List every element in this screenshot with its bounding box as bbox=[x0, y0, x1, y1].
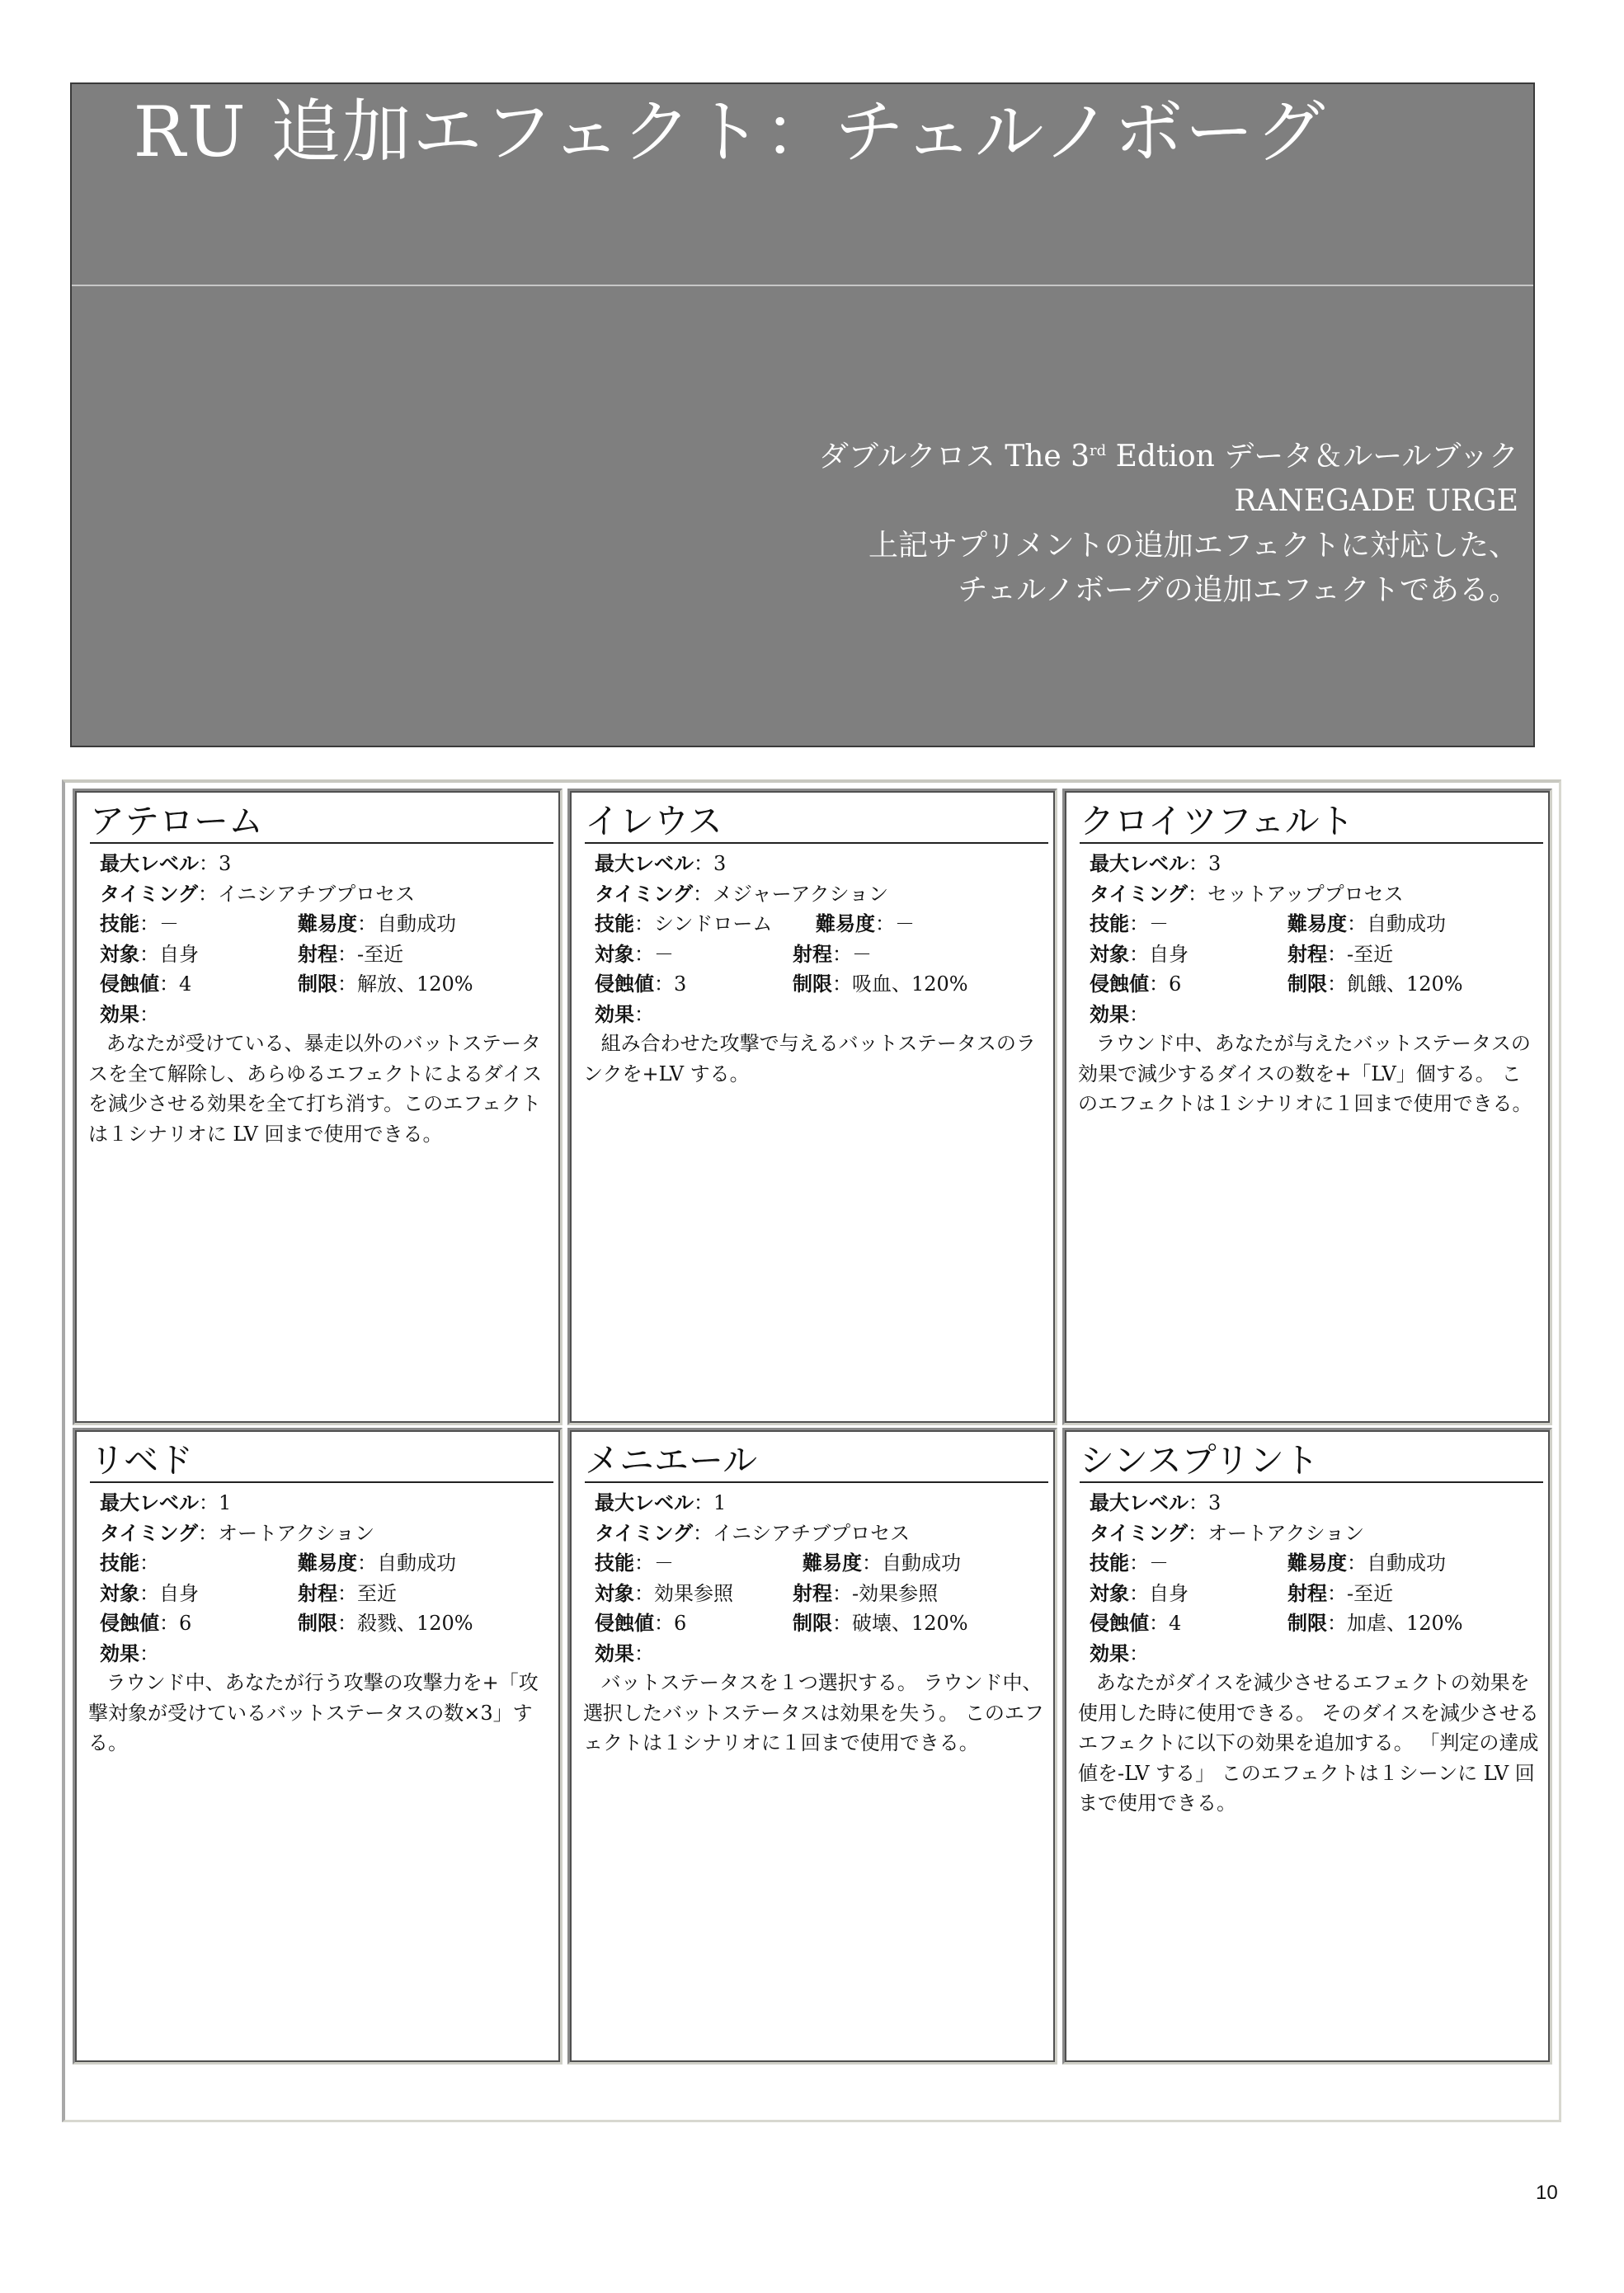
card-frame bbox=[75, 791, 560, 1423]
effect-label-row: 効果： bbox=[1090, 1002, 1149, 1026]
erosion-row: 侵蝕値：6 制限：殺戮、120% bbox=[100, 1612, 473, 1635]
effect-stats bbox=[1090, 1488, 1463, 1669]
effect-card-3 bbox=[1062, 789, 1552, 1425]
effect-card-grid bbox=[62, 779, 1561, 2122]
erosion-row: 侵蝕値：6 制限：破壊、120% bbox=[595, 1612, 968, 1635]
effect-description: 組み合わせた攻撃で与えるバットステータスのランクを+LV する。 bbox=[583, 1032, 1036, 1085]
effect-name: クロイツフェルト bbox=[1080, 801, 1543, 844]
target-row: 対象：自身 射程：-至近 bbox=[1090, 942, 1394, 966]
skill-row: 技能：－ 難易度：自動成功 bbox=[100, 912, 456, 935]
effect-card-5 bbox=[567, 1428, 1057, 2065]
skill-row: 技能：シンドローム 難易度：－ bbox=[595, 912, 915, 935]
effect-name: シンスプリント bbox=[1080, 1440, 1543, 1483]
effect-label-row: 効果： bbox=[595, 1002, 654, 1026]
effect-stats bbox=[1090, 849, 1463, 1029]
effect-card-6 bbox=[1062, 1428, 1552, 2065]
effect-description: ラウンド中、あなたが与えたバットステータスの効果で減少するダイスの数を+「LV」個する。 このエフェクトは１シナリオに１回まで使用できる。 bbox=[1078, 1032, 1532, 1115]
max-level-row: 最大レベル：1 bbox=[100, 1491, 232, 1514]
skill-row: 技能：－ 難易度：自動成功 bbox=[1090, 912, 1446, 935]
max-level-row: 最大レベル：3 bbox=[100, 852, 232, 875]
skill-row: 技能：－ 難易度：自動成功 bbox=[1090, 1551, 1446, 1575]
card-frame bbox=[570, 791, 1055, 1423]
banner-divider bbox=[72, 285, 1533, 286]
effect-description: ラウンド中、あなたが行う攻撃の攻撃力を+「攻撃対象が受けているバットステータスの数×3」する。 bbox=[88, 1671, 539, 1754]
effect-name: イレウス bbox=[585, 801, 1048, 844]
timing-row: タイミング：セットアッププロセス bbox=[1090, 882, 1404, 906]
effect-description: バットステータスを１つ選択する。 ラウンド中、選択したバットステータスは効果を失う。 このエフェクトは１シナリオに１回まで使用できる。 bbox=[583, 1671, 1044, 1754]
max-level-row: 最大レベル：3 bbox=[1090, 1491, 1222, 1514]
subtitle-line-3: 上記サプリメントの追加エフェクトに対応した、 bbox=[868, 529, 1518, 563]
target-row: 対象：効果参照 射程：-効果参照 bbox=[595, 1581, 939, 1605]
effect-label-row: 効果： bbox=[1090, 1641, 1149, 1665]
timing-row: タイミング：オートアクション bbox=[1090, 1521, 1365, 1545]
header-subtitle bbox=[819, 435, 1518, 613]
effect-stats bbox=[100, 1488, 473, 1669]
effect-label-row: 効果： bbox=[100, 1641, 159, 1665]
subtitle-line-4: チェルノボーグの追加エフェクトである。 bbox=[958, 573, 1518, 607]
erosion-row: 侵蝕値：4 制限：加虐、120% bbox=[1090, 1612, 1463, 1635]
skill-row: 技能：－ 難易度：自動成功 bbox=[595, 1551, 961, 1575]
effect-name: アテローム bbox=[90, 801, 553, 844]
card-frame bbox=[1065, 791, 1550, 1423]
card-frame bbox=[1065, 1430, 1550, 2062]
timing-row: タイミング：オートアクション bbox=[100, 1521, 375, 1545]
card-frame bbox=[75, 1430, 560, 2062]
effect-name: リベド bbox=[90, 1440, 553, 1483]
erosion-row: 侵蝕値：4 制限：解放、120% bbox=[100, 972, 473, 996]
effect-description: あなたがダイスを減少させるエフェクトの効果を使用した時に使用できる。 そのダイスを減少させるエフェクトに以下の効果を追加する。 「判定の達成値を-LV する」 このエフェクトは１シーンに LV 回まで使用できる。 bbox=[1078, 1671, 1539, 1815]
effect-description: あなたが受けている、暴走以外のバットステータスを全て解除し、あらゆるエフェクトによるダイスを減少させる効果を全て打ち消す。このエフェクトは１シナリオに LV 回まで使用できる。 bbox=[88, 1032, 543, 1146]
page-title: RU 追加エフェクト：チェルノボーグ bbox=[133, 92, 1327, 172]
effect-card-4 bbox=[73, 1428, 563, 2065]
target-row: 対象：自身 射程：至近 bbox=[100, 1581, 397, 1605]
skill-row: 技能： 難易度：自動成功 bbox=[100, 1551, 456, 1575]
effect-label-row: 効果： bbox=[100, 1002, 159, 1026]
subtitle-line-1: ダブルクロス The 3rd Edtion データ＆ルールブック bbox=[818, 440, 1518, 473]
effect-stats bbox=[100, 849, 473, 1029]
effect-card-2 bbox=[567, 789, 1057, 1425]
target-row: 対象：自身 射程：-至近 bbox=[100, 942, 404, 966]
target-row: 対象：－ 射程：－ bbox=[595, 942, 872, 966]
effect-label-row: 効果： bbox=[595, 1641, 654, 1665]
timing-row: タイミング：メジャーアクション bbox=[595, 882, 889, 906]
card-frame bbox=[570, 1430, 1055, 2062]
effect-card-1 bbox=[73, 789, 563, 1425]
max-level-row: 最大レベル：1 bbox=[595, 1491, 727, 1514]
max-level-row: 最大レベル：3 bbox=[595, 852, 727, 875]
max-level-row: 最大レベル：3 bbox=[1090, 852, 1222, 875]
subtitle-line-2: RANEGADE URGE bbox=[1234, 484, 1518, 518]
effect-name: メニエール bbox=[585, 1440, 1048, 1483]
erosion-row: 侵蝕値：6 制限：飢餓、120% bbox=[1090, 972, 1463, 996]
timing-row: タイミング：イニシアチブプロセス bbox=[595, 1521, 911, 1545]
effect-stats bbox=[595, 849, 968, 1029]
header-banner bbox=[70, 82, 1535, 747]
timing-row: タイミング：イニシアチブプロセス bbox=[100, 882, 416, 906]
page-number: 10 bbox=[1536, 2182, 1558, 2204]
erosion-row: 侵蝕値：3 制限：吸血、120% bbox=[595, 972, 968, 996]
effect-stats bbox=[595, 1488, 968, 1669]
target-row: 対象：自身 射程：-至近 bbox=[1090, 1581, 1394, 1605]
